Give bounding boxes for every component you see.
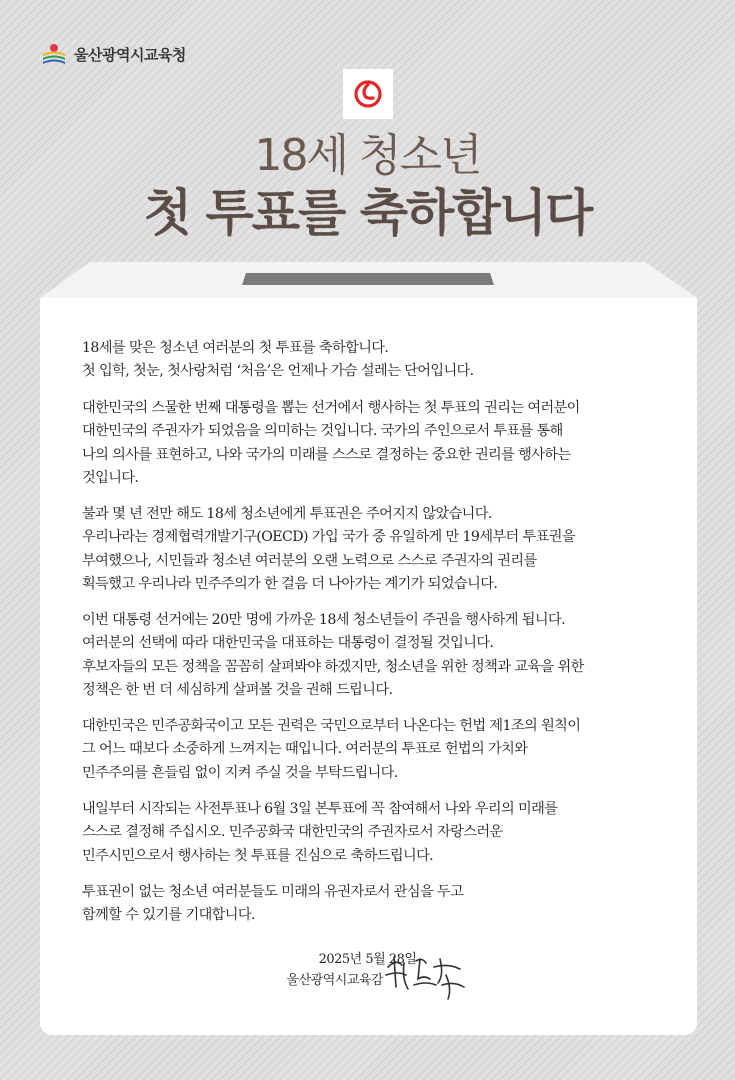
letter-line: 후보자들의 모든 정책을 꼼꼼히 살펴봐야 하겠지만, 청소년을 위한 정책과 교육을 위한 [82,658,584,675]
title-line-2: 첫 투표를 축하합니다 [143,184,592,242]
paragraph-1 [82,337,682,384]
handwritten-signature [382,945,472,1005]
letter-line: 정책은 한 번 더 세심하게 살펴볼 것을 권해 드립니다. [82,681,393,698]
title-line-1: 18세 청소년 [254,130,481,181]
letter-line: 여러분의 선택에 따라 대한민국을 대표하는 대통령이 결정될 것입니다. [82,635,494,652]
letter-line: 불과 몇 년 전만 해도 18세 청소년에게 투표권은 주어지지 않았습니다. [82,506,492,522]
letter-line: 나의 의사를 표현하고, 나와 국가의 미래를 스스로 결정하는 중요한 권리를 행사하는 [82,446,571,463]
letter-line: 민주주의를 흔들림 없이 지켜 주실 것을 부탁드립니다. [82,764,398,781]
letter-line: 대한민국은 민주공화국이고 모든 권력은 국민으로부터 나온다는 헌법 제1조의 원칙이 [82,718,581,734]
paragraph-5 [82,715,682,785]
letter-line: 첫 입학, 첫눈, 첫사랑처럼 ‘처음’은 언제나 가슴 설레는 단어입니다. [82,363,474,380]
signer-title: 울산광역시교육감 [286,973,383,988]
letter-line: 민주시민으로서 행사하는 첫 투표를 진심으로 축하드립니다. [82,847,434,864]
letter-line: 우리나라는 경제협력개발기구(OECD) 가입 국가 중 유일하게 만 19세부터 투표권을 [82,529,575,546]
paragraph-2 [82,397,682,490]
letter-line: 내일부터 시작되는 사전투표나 6월 3일 본투표에 꼭 참여해서 나와 우리의 미래를 [82,801,558,817]
letter-line: 18세를 맞은 청소년 여러분의 첫 투표를 축하합니다. [82,340,389,356]
letter-line: 대한민국의 스물한 번째 대통령을 뽑는 선거에서 행사하는 첫 투표의 권리는 여러분이 [82,400,580,416]
letter-line: 투표권이 없는 청소년 여러분들도 미래의 유권자로서 관심을 두고 [82,884,464,900]
paragraph-4 [82,609,682,702]
letter-date: 2025년 5월 28일 [318,952,417,967]
paragraph-3 [82,503,682,596]
letter-line: 그 어느 때보다 소중하게 느껴지는 때입니다. 여러분의 투표로 헌법의 가치와 [82,741,528,758]
letter-line: 것입니다. [82,469,139,486]
letter-line: 대한민국의 주권자가 되었음을 의미하는 것입니다. 국가의 주인으로서 투표를 통해 [82,423,563,440]
letter-line: 함께할 수 있기를 기대합니다. [82,907,255,924]
paragraph-7 [82,881,682,928]
letter-line: 이번 대통령 선거에는 20만 명에 가까운 18세 청소년들이 주권을 행사하게 됩니다. [82,612,565,628]
ballot-slot [242,273,494,285]
ballot-box-lid [0,0,735,320]
letter-line: 부여했으나, 시민들과 청소년 여러분의 오랜 노력으로 스스로 주권자의 권리를 [82,552,537,569]
letter-line: 스스로 결정해 주십시오. 민주공화국 대한민국의 주권자로서 자랑스러운 [82,824,503,841]
org-name: 울산광역시교육청 [74,45,186,64]
paragraph-6 [82,798,682,868]
letter-line: 획득했고 우리나라 민주주의가 한 걸음 더 나아가는 계기가 되었습니다. [82,575,498,592]
